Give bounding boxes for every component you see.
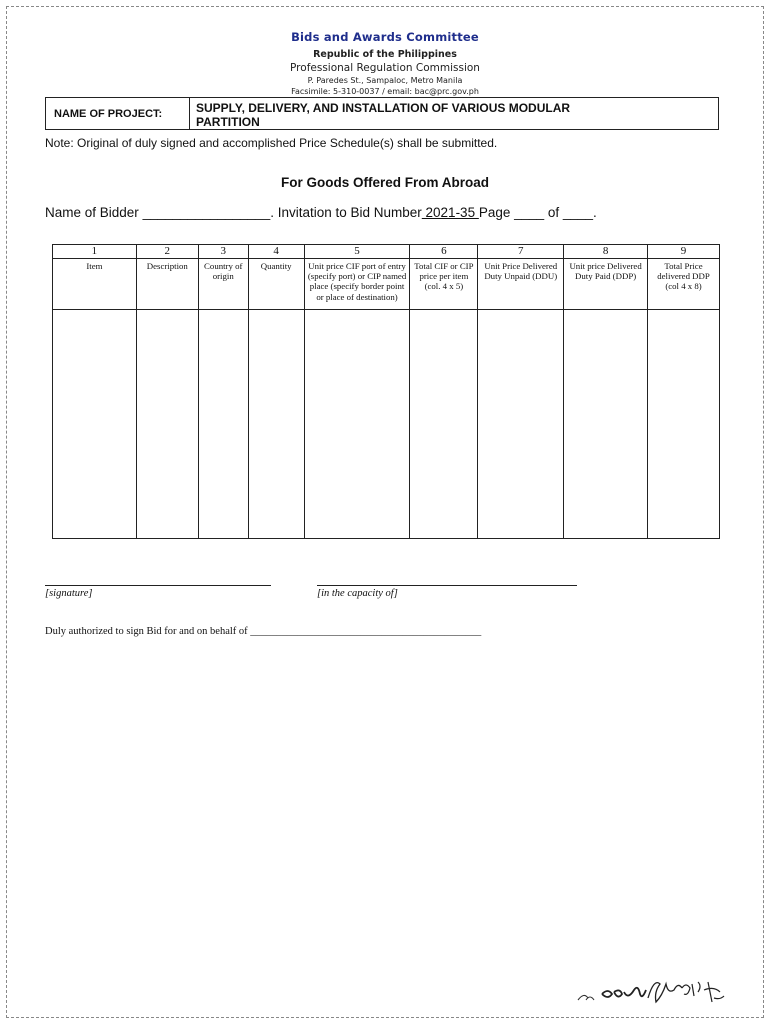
signature-label: [signature] — [45, 588, 93, 599]
table-cell[interactable] — [304, 310, 410, 539]
bidder-line — [45, 205, 597, 220]
table-cell[interactable] — [198, 310, 248, 539]
commission-name: Professional Regulation Commission — [290, 62, 480, 74]
table-row — [53, 310, 720, 539]
capacity-label: [in the capacity of] — [317, 588, 398, 599]
table-cell[interactable] — [648, 310, 720, 539]
column-header-total-ddp: Total Price delivered DDP (col 4 x 8) — [648, 259, 720, 310]
column-header-quantity: Quantity — [248, 259, 304, 310]
column-header-row — [53, 259, 720, 310]
contact-info: Facsimile: 5-310-0037 / email: bac@prc.gov.ph — [291, 87, 479, 96]
column-number-row — [53, 245, 720, 259]
column-number: 9 — [648, 245, 720, 259]
capacity-line[interactable] — [317, 585, 577, 586]
column-number: 8 — [564, 245, 648, 259]
column-number: 1 — [53, 245, 137, 259]
page-label: Page — [478, 205, 511, 220]
of-label: of — [547, 205, 560, 220]
column-header-total-cif: Total CIF or CIP price per item (col. 4 x 5) — [410, 259, 478, 310]
table-cell[interactable] — [564, 310, 648, 539]
submission-note: Note: Original of duly signed and accomplished Price Schedule(s) shall be submitted. — [45, 136, 498, 150]
invitation-number: 2021-35 — [421, 205, 479, 220]
column-number: 3 — [198, 245, 248, 259]
initials-signature — [572, 970, 732, 1010]
column-header-unit-price-ddp: Unit price Delivered Duty Paid (DDP) — [564, 259, 648, 310]
authorization-blank[interactable]: ____________________________________________ — [250, 626, 482, 637]
bidder-name-blank[interactable]: _________________ — [142, 205, 271, 220]
price-schedule-table — [52, 244, 720, 539]
project-name-line-2: PARTITION — [196, 115, 260, 129]
column-number: 4 — [248, 245, 304, 259]
table-cell[interactable] — [410, 310, 478, 539]
column-header-country: Country of origin — [198, 259, 248, 310]
section-title: For Goods Offered From Abroad — [280, 175, 489, 190]
authorization-line — [45, 626, 481, 637]
of-blank[interactable]: ____. — [559, 205, 597, 220]
table-cell[interactable] — [136, 310, 198, 539]
project-box — [45, 97, 719, 130]
signature-line[interactable] — [45, 585, 271, 586]
column-header-unit-price-ddu: Unit Price Delivered Duty Unpaid (DDU) — [478, 259, 564, 310]
address: P. Paredes St., Sampaloc, Metro Manila — [307, 76, 463, 85]
table-cell[interactable] — [53, 310, 137, 539]
column-number: 7 — [478, 245, 564, 259]
project-label: NAME OF PROJECT: — [46, 98, 190, 129]
republic-name: Republic of the Philippines — [313, 49, 457, 60]
table-cell[interactable] — [248, 310, 304, 539]
bidder-name-label: Name of Bidder — [45, 205, 139, 220]
authorization-text: Duly authorized to sign Bid for and on behalf of — [45, 626, 251, 637]
letterhead — [0, 30, 770, 96]
table-cell[interactable] — [478, 310, 564, 539]
column-number: 5 — [304, 245, 410, 259]
project-name — [190, 98, 718, 129]
page-blank[interactable]: ____ — [510, 205, 548, 220]
invitation-label: . Invitation to Bid Number — [270, 205, 422, 220]
column-header-unit-price-cif: Unit price CIF port of entry (specify port) or CIP named place (specify border point or place of destination) — [304, 259, 410, 310]
column-header-description: Description — [136, 259, 198, 310]
committee-name: Bids and Awards Committee — [291, 30, 479, 44]
column-number: 2 — [136, 245, 198, 259]
project-name-line-1: SUPPLY, DELIVERY, AND INSTALLATION OF VARIOUS MODULAR — [196, 101, 571, 115]
column-header-item: Item — [53, 259, 137, 310]
column-number: 6 — [410, 245, 478, 259]
